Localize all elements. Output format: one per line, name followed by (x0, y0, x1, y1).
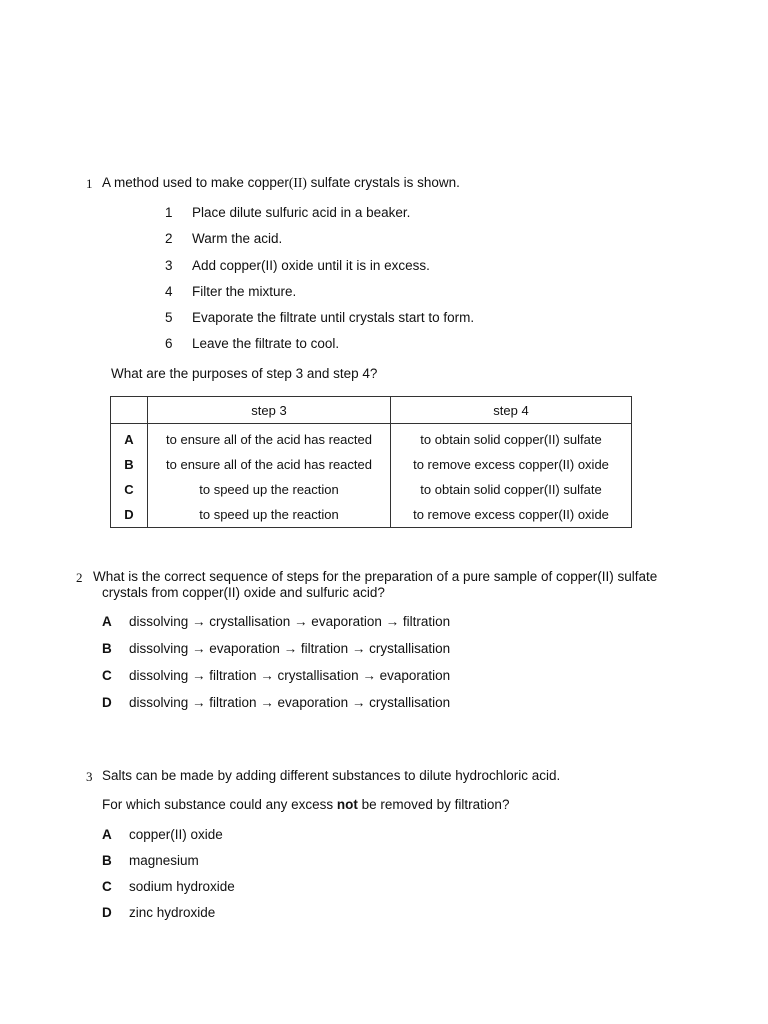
step-number: 5 (165, 310, 173, 325)
step-text: Evaporate the filtrate until crystals start to form. (192, 310, 475, 325)
step-text: Filter the mixture. (192, 284, 297, 299)
prompt-part: For which substance could any excess (102, 797, 337, 812)
question-number: 3 (86, 769, 93, 784)
prompt-part: be removed by filtration? (357, 797, 510, 812)
cell-step4: to obtain solid copper(II) sulfate (391, 424, 632, 453)
question-stem (102, 175, 460, 191)
step-text: Leave the filtrate to cool. (192, 336, 340, 351)
cell-step4: to remove excess copper(II) oxide (391, 502, 632, 528)
option-text[interactable]: sodium hydroxide (129, 879, 235, 894)
option-letter: B (111, 452, 148, 477)
table-row[interactable] (111, 502, 632, 528)
table-header (111, 397, 148, 424)
option-letter: C (111, 477, 148, 502)
options-table (110, 396, 632, 528)
option-text[interactable]: magnesium (129, 853, 199, 868)
table-row[interactable] (111, 424, 632, 453)
step-number: 6 (165, 336, 173, 351)
option-text[interactable]: copper(II) oxide (129, 827, 223, 842)
step-number: 2 (165, 231, 173, 246)
step-number: 3 (165, 258, 173, 273)
cell-step4: to remove excess copper(II) oxide (391, 452, 632, 477)
question-prompt: What are the purposes of step 3 and step 4? (111, 366, 378, 381)
table-row[interactable] (111, 477, 632, 502)
option-text[interactable]: dissolving → evaporation → filtration → crystallisation (129, 641, 451, 656)
stem-part: A method used to make copper (102, 175, 289, 190)
table-header: step 3 (148, 397, 391, 424)
step-text: Place dilute sulfuric acid in a beaker. (192, 205, 411, 220)
step-number: 1 (165, 205, 173, 220)
option-text[interactable]: zinc hydroxide (129, 905, 216, 920)
cell-step3: to speed up the reaction (148, 477, 391, 502)
option-text[interactable]: dissolving → filtration → evaporation → crystallisation (129, 695, 451, 710)
question-stem: What is the correct sequence of steps for the preparation of a pure sample of copper(II) sulfate (93, 569, 658, 584)
option-letter[interactable]: A (102, 827, 112, 842)
question-prompt (102, 797, 509, 812)
option-text[interactable]: dissolving → filtration → crystallisation → evaporation (129, 668, 451, 683)
option-letter[interactable]: D (102, 905, 112, 920)
option-letter[interactable]: C (102, 668, 112, 683)
option-letter[interactable]: B (102, 853, 112, 868)
option-letter[interactable]: C (102, 879, 112, 894)
option-text[interactable]: dissolving → crystallisation → evaporation → filtration (129, 614, 451, 629)
question-number: 1 (86, 176, 93, 191)
question-stem: Salts can be made by adding different substances to dilute hydrochloric acid. (102, 768, 561, 783)
option-letter: A (111, 424, 148, 453)
stem-part: sulfate crystals is shown. (306, 175, 460, 190)
option-letter[interactable]: D (102, 695, 112, 710)
option-letter[interactable]: A (102, 614, 112, 629)
table-header-row (111, 397, 632, 424)
emphasis-not: not (336, 797, 358, 812)
option-letter[interactable]: B (102, 641, 112, 656)
stem-roman: (II) (288, 175, 307, 190)
question-number: 2 (76, 570, 83, 585)
cell-step4: to obtain solid copper(II) sulfate (391, 477, 632, 502)
cell-step3: to ensure all of the acid has reacted (148, 452, 391, 477)
step-number: 4 (165, 284, 173, 299)
cell-step3: to speed up the reaction (148, 502, 391, 528)
option-letter: D (111, 502, 148, 528)
table-row[interactable] (111, 452, 632, 477)
table-header: step 4 (391, 397, 632, 424)
step-text: Warm the acid. (192, 231, 283, 246)
step-text: Add copper(II) oxide until it is in excess. (192, 258, 430, 273)
question-stem: crystals from copper(II) oxide and sulfuric acid? (102, 585, 385, 600)
cell-step3: to ensure all of the acid has reacted (148, 424, 391, 453)
